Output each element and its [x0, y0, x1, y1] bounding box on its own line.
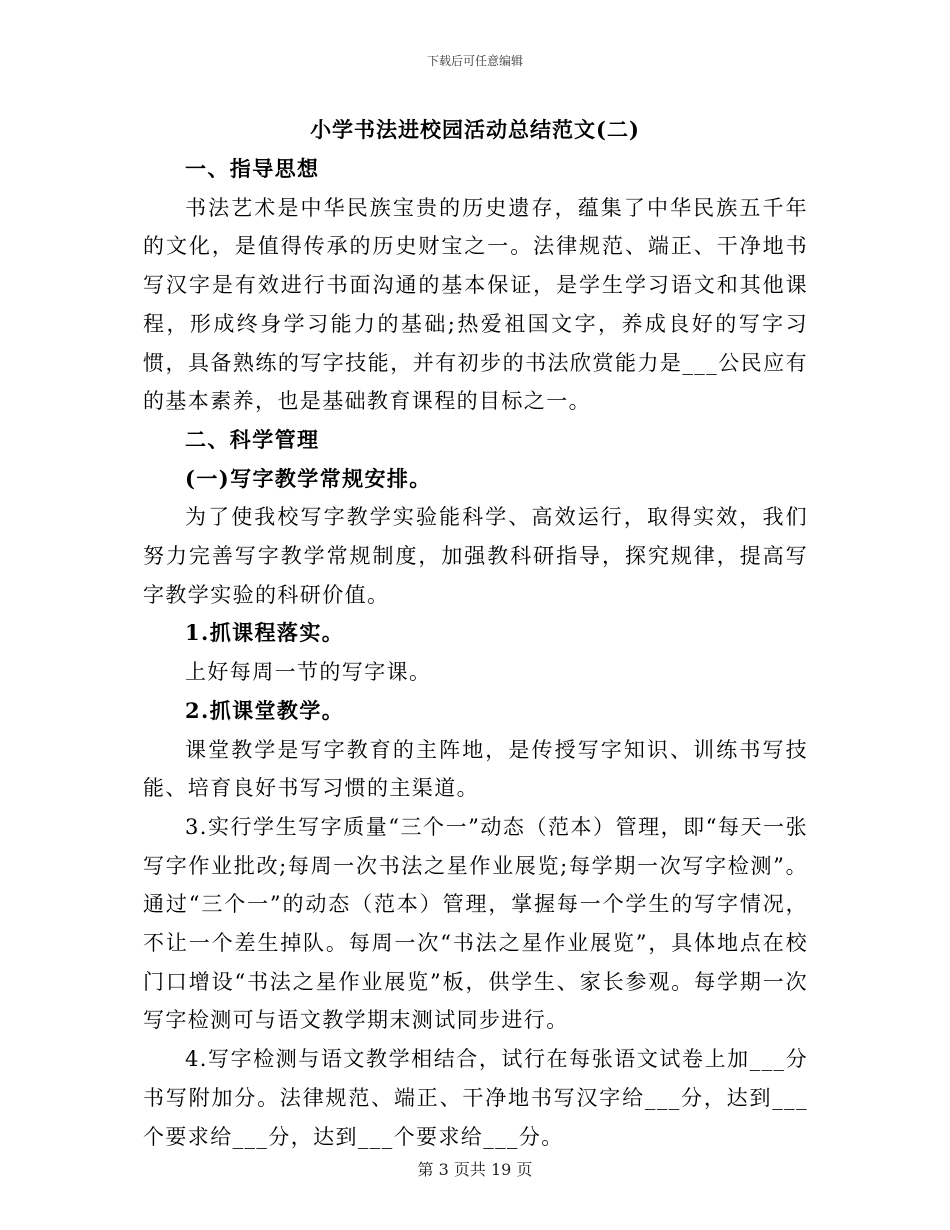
paragraph-routine-system: 为了使我校写字教学实验能科学、高效运行，取得实效，我们努力完善写字教学常规制度，加强教科研指导，探究规律，提高写字教学实验的科研价值。 — [143, 505, 808, 607]
page-footer-number: 第 3 页共 19 页 — [417, 1160, 533, 1179]
page-header-note: 下载后可任意编辑 — [426, 54, 523, 68]
paragraph-weekly-class: 上好每周一节的写字课。 — [185, 660, 432, 685]
item-heading-curriculum: 1.抓课程落实。 — [185, 620, 345, 646]
document-body — [143, 150, 808, 1156]
paragraph-calligraphy-intro: 书法艺术是中华民族宝贵的历史遗存，蕴集了中华民族五千年的文化，是值得传承的历史财宝之一。法律规范、端正、干净地书写汉字是有效进行书面沟通的基本保证，是学生学习语文和其他课程，形成终身学习能力的基础;热爱祖国文字，养成良好的写字习惯，具备熟练的写字技能，并有初步的书法欣赏能力是___公民应有的基本素养，也是基础教育课程的目标之一。 — [143, 195, 808, 414]
section-heading-scientific-management: 二、科学管理 — [185, 426, 320, 452]
subheading-writing-routine: (一)写字教学常规安排。 — [185, 465, 432, 491]
paragraph-classroom-teaching: 课堂教学是写字教育的主阵地，是传授写字知识、训练书写技能、培育良好书写习惯的主渠道。 — [143, 737, 808, 801]
paragraph-writing-test: 4.写字检测与语文教学相结合，试行在每张语文试卷上加___分书写附加分。法律规范、端正、干净地书写汉字给___分，达到___个要求给___分，达到___个要求给___分。 — [143, 1047, 808, 1149]
section-heading-guiding-ideology: 一、指导思想 — [185, 156, 320, 181]
paragraph-three-ones: 3.实行学生写字质量“三个一”动态（范本）管理，即“每天一张写字作业批改;每周一次书法之星作业展览;每学期一次写字检测”。通过“三个一”的动态（范本）管理，掌握每一个学生的写字情况，不让一个差生掉队。每周一次“书法之星作业展览”，具体地点在校门口增设“书法之星作业展览”板，供学生、家长参观。每学期一次写字检测可与语文教学期末测试同步进行。 — [143, 814, 808, 1033]
item-heading-classroom: 2.抓课堂教学。 — [185, 697, 345, 723]
document-title: 小学书法进校园活动总结范文(二) — [310, 117, 640, 142]
